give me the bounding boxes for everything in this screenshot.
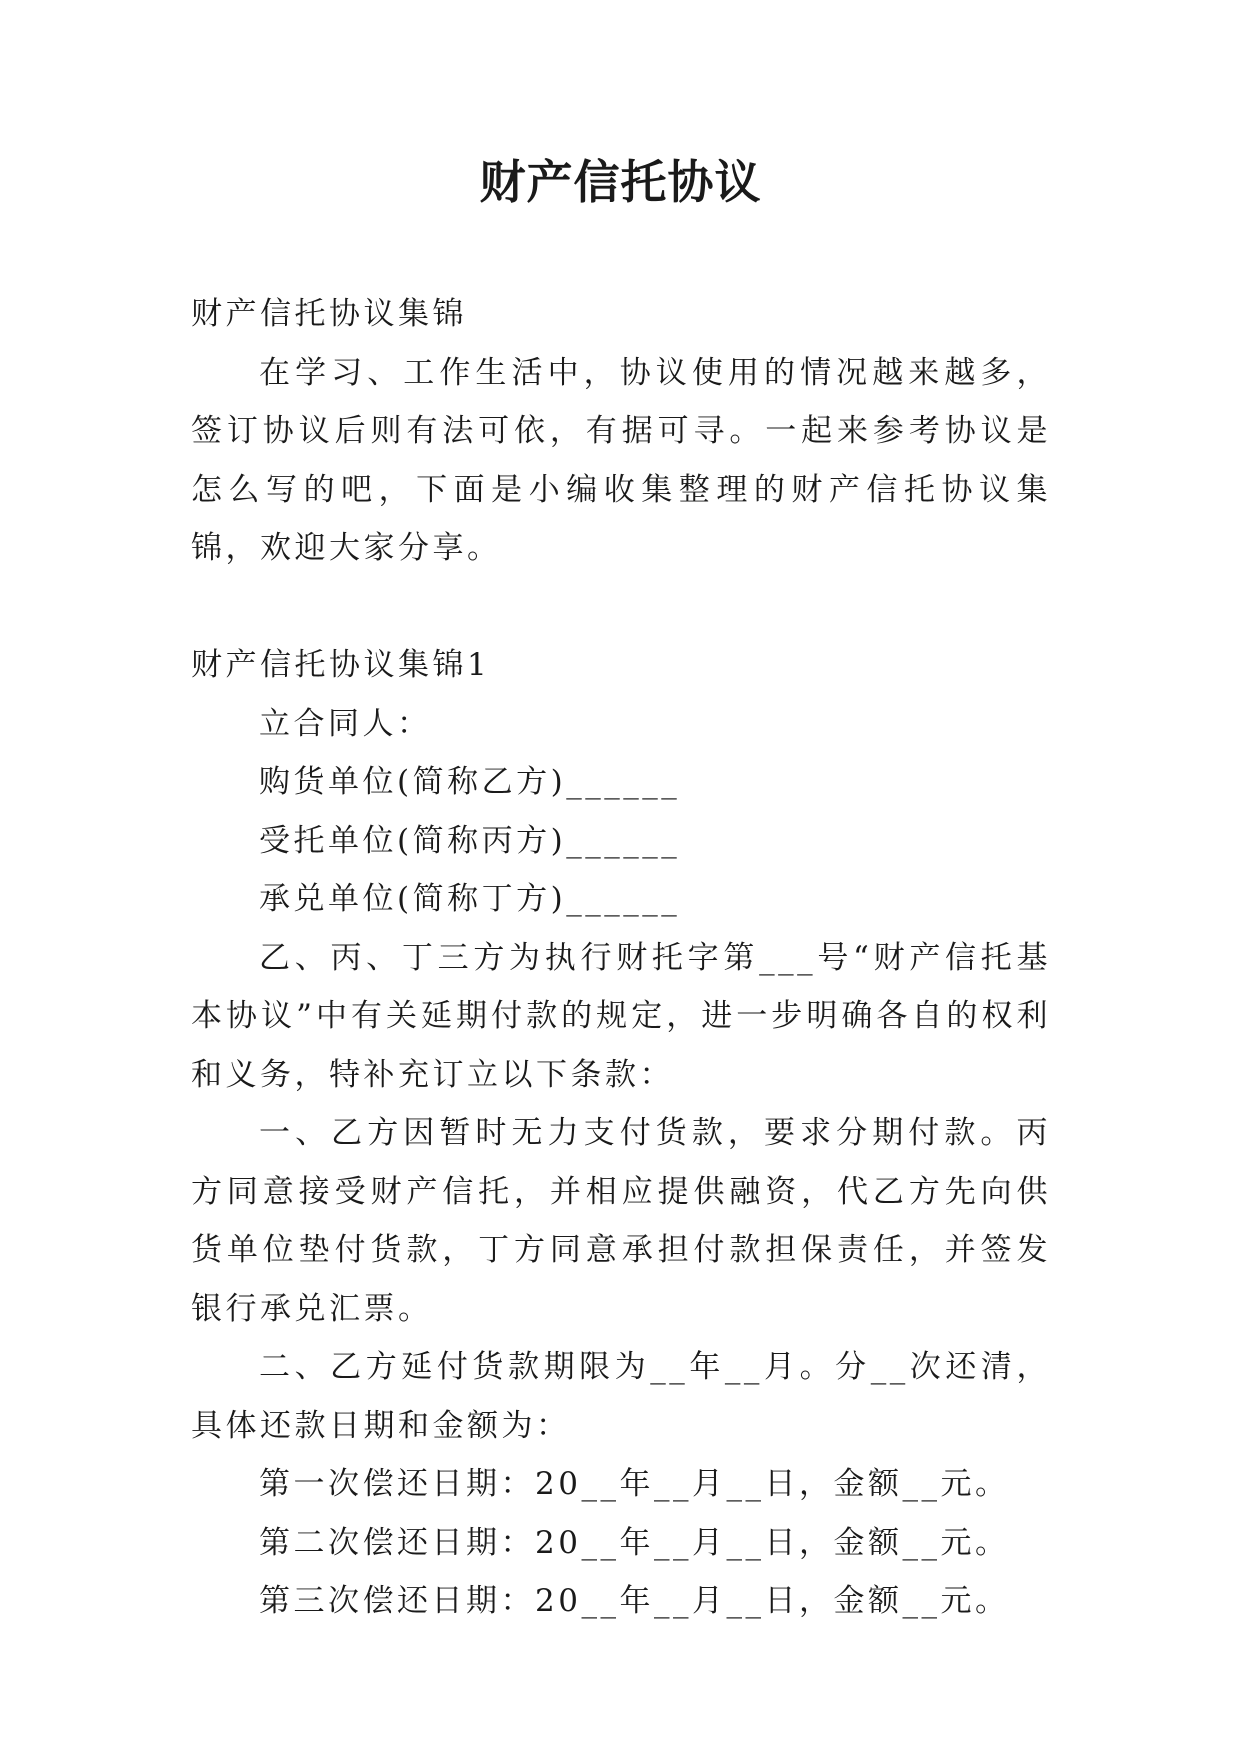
clause-2: 二、乙方延付货款期限为__年__月。分__次还清，具体还款日期和金额为：	[191, 1349, 1051, 1444]
purpose-paragraph: 乙、丙、丁三方为执行财托字第___号“财产信托基本协议”中有关延期付款的规定，进一步明确各自的权利和义务，特补充订立以下条款：	[191, 939, 1051, 1093]
party-c-line: 受托单位(简称丙方)______	[259, 822, 681, 859]
repayment-2: 第二次偿还日期：20__年__月__日，金额__元。	[259, 1524, 1010, 1561]
clause-1: 一、乙方因暂时无力支付货款，要求分期付款。丙方同意接受财产信托，并相应提供融资，代乙方先向供货单位垫付货款，丁方同意承担付款担保责任，并签发银行承兑汇票。	[191, 1115, 1051, 1327]
intro-paragraph: 在学习、工作生活中，协议使用的情况越来越多，签订协议后则有法可依，有据可寻。一起来参考协议是怎么写的吧，下面是小编收集整理的财产信托协议集锦，欢迎大家分享。	[191, 354, 1051, 566]
repayment-3: 第三次偿还日期：20__年__月__日，金额__元。	[259, 1583, 1010, 1619]
paragraph-gap	[191, 578, 1051, 637]
section-heading: 财产信托协议集锦1	[191, 647, 491, 683]
document-body	[191, 285, 1051, 1631]
party-b-line: 购货单位(简称乙方)______	[259, 764, 681, 800]
document-title: 财产信托协议	[479, 155, 762, 209]
collection-heading: 财产信托协议集锦	[191, 296, 467, 332]
parties-label: 立合同人：	[259, 705, 432, 742]
repayment-1: 第一次偿还日期：20__年__月__日，金额__元。	[259, 1466, 1010, 1502]
party-d-line: 承兑单位(简称丁方)______	[259, 881, 681, 917]
